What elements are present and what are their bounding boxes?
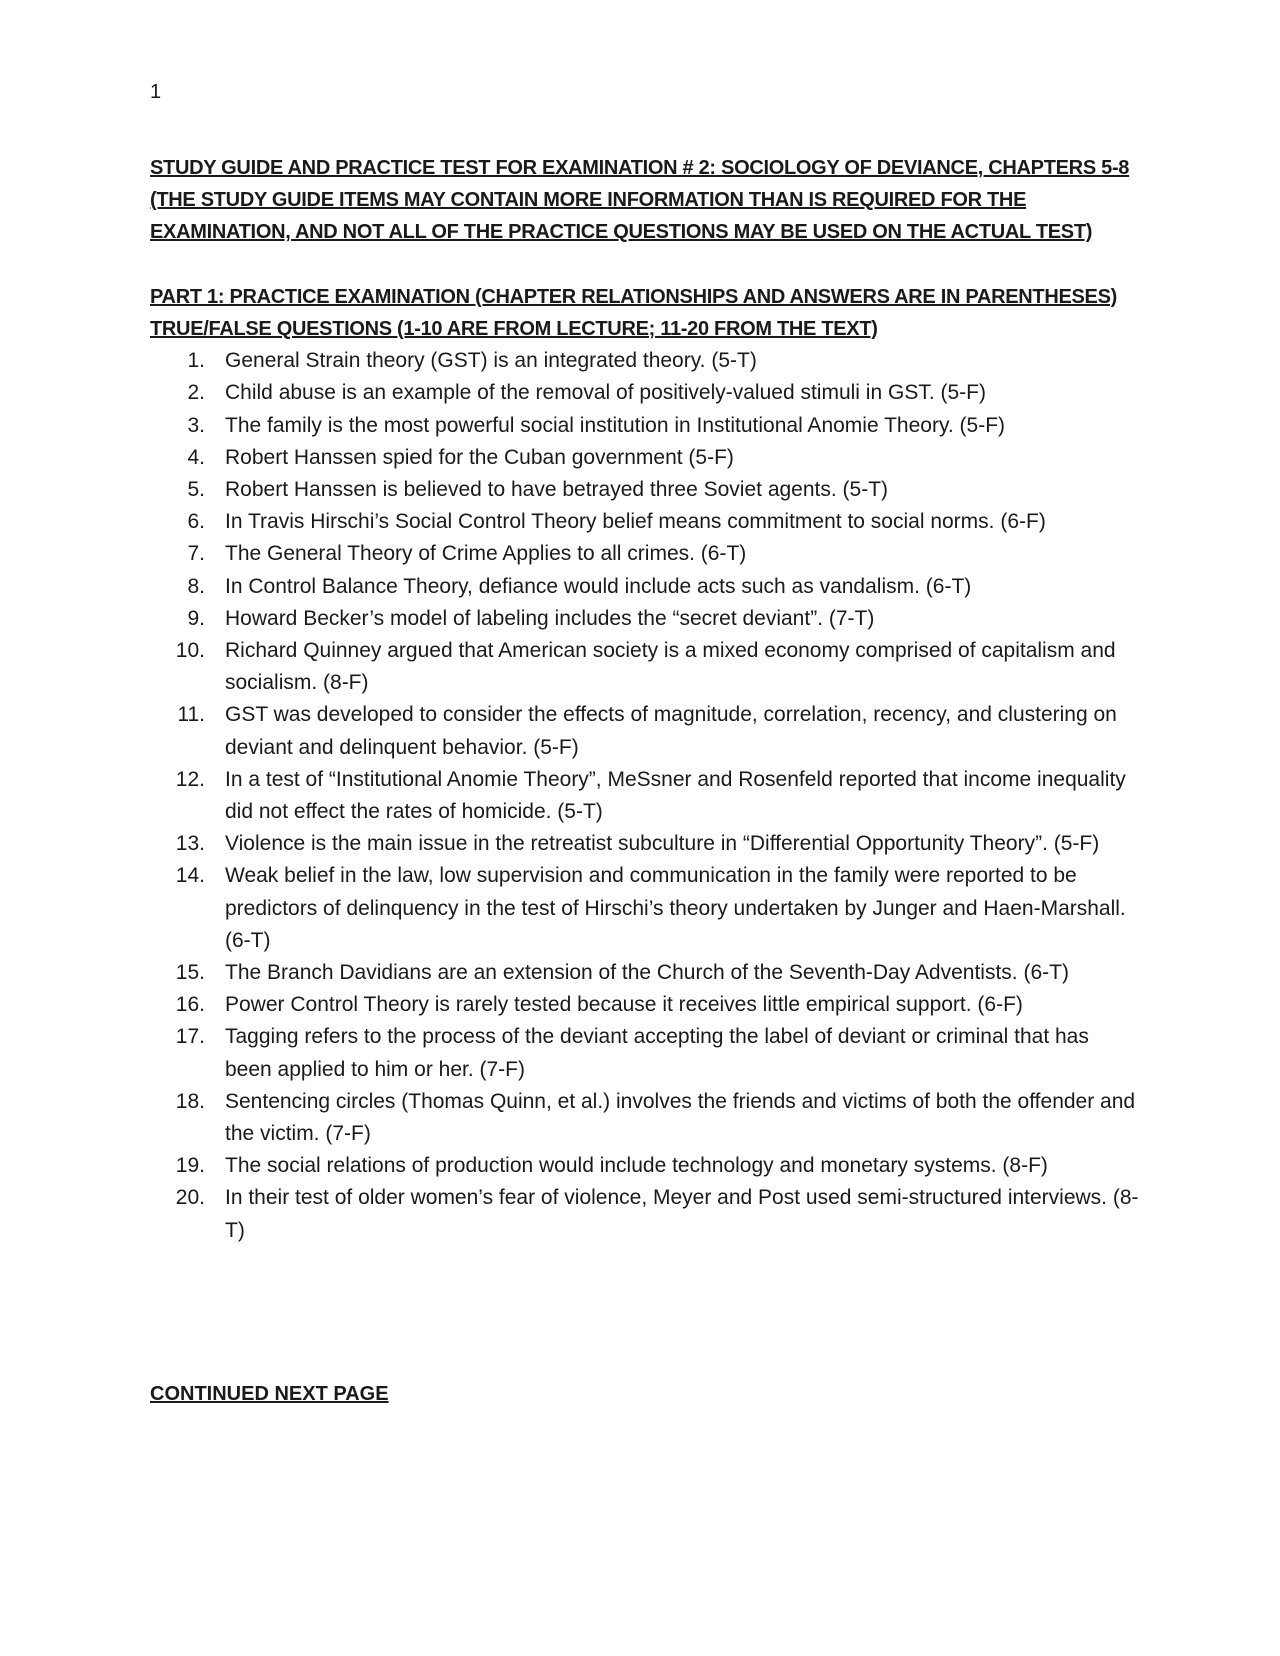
question-text: Power Control Theory is rarely tested because it receives little empirical support. (6-F) bbox=[225, 993, 1023, 1017]
question-number: 12. bbox=[175, 767, 205, 791]
question-item bbox=[150, 377, 1140, 409]
question-number: 11. bbox=[177, 703, 205, 727]
title-line-1: STUDY GUIDE AND PRACTICE TEST FOR EXAMINATION # 2: SOCIOLOGY OF DEVIANCE, CHAPTERS 5-8 bbox=[150, 157, 1130, 179]
question-item bbox=[150, 635, 1140, 699]
question-number: 8. bbox=[187, 574, 205, 598]
question-number: 1. bbox=[187, 349, 205, 373]
question-number: 2. bbox=[187, 381, 205, 405]
question-text: Howard Becker’s model of labeling includes the “secret deviant”. (7-T) bbox=[225, 606, 875, 630]
question-item bbox=[150, 506, 1140, 538]
part-heading: PART 1: PRACTICE EXAMINATION (CHAPTER RELATIONSHIPS AND ANSWERS ARE IN PARENTHESES) bbox=[150, 285, 1117, 308]
question-number: 7. bbox=[187, 542, 205, 566]
question-item bbox=[150, 989, 1140, 1021]
question-text: In Travis Hirschi’s Social Control Theory belief means commitment to social norms. (6-F) bbox=[225, 510, 1046, 534]
question-text: Sentencing circles (Thomas Quinn, et al.) involves the friends and victims of both the offender and the victim. (7-F) bbox=[225, 1089, 1136, 1146]
page-number: 1 bbox=[150, 81, 162, 103]
section-heading: TRUE/FALSE QUESTIONS (1-10 ARE FROM LECTURE; 11-20 FROM THE TEXT) bbox=[150, 318, 878, 340]
question-item bbox=[150, 1150, 1140, 1182]
question-number: 6. bbox=[187, 510, 205, 534]
question-number: 19. bbox=[175, 1154, 205, 1178]
question-item bbox=[150, 442, 1140, 474]
question-item bbox=[150, 538, 1140, 570]
question-text: The family is the most powerful social institution in Institutional Anomie Theory. (5-F) bbox=[225, 413, 1006, 437]
question-number: 17. bbox=[175, 1025, 205, 1049]
question-number: 4. bbox=[187, 445, 205, 469]
question-number: 18. bbox=[175, 1089, 205, 1113]
question-item bbox=[150, 571, 1140, 603]
question-number: 16. bbox=[175, 993, 205, 1017]
question-item bbox=[150, 410, 1140, 442]
question-text: GST was developed to consider the effects of magnitude, correlation, recency, and clustering on deviant and delinquent behavior. (5-F) bbox=[225, 703, 1117, 759]
question-text: Tagging refers to the process of the deviant accepting the label of deviant or criminal that has been applied to him or her. (7-F) bbox=[225, 1025, 1089, 1081]
question-text: Robert Hanssen is believed to have betrayed three Soviet agents. (5-T) bbox=[225, 478, 889, 502]
question-text: Child abuse is an example of the removal of positively-valued stimuli in GST. (5-F) bbox=[225, 381, 986, 405]
question-item bbox=[150, 1086, 1140, 1150]
question-text: In Control Balance Theory, defiance would include acts such as vandalism. (6-T) bbox=[225, 574, 972, 598]
question-text: The social relations of production would include technology and monetary systems. (8-F) bbox=[225, 1154, 1048, 1178]
question-text: Richard Quinney argued that American society is a mixed economy comprised of capitalism and socialism. (8-F) bbox=[225, 639, 1116, 695]
question-item bbox=[150, 345, 1140, 377]
question-number: 10. bbox=[175, 639, 205, 663]
question-item bbox=[150, 764, 1140, 828]
question-text: Weak belief in the law, low supervision and communication in the family were reported to be predictors of delinquency in the test of Hirschi’s theory undertaken by Junger and Haen-Marshall. (6-T) bbox=[225, 864, 1126, 952]
question-number: 5. bbox=[187, 478, 205, 502]
question-text: The Branch Davidians are an extension of the Church of the Seventh-Day Adventists. (6-T) bbox=[225, 961, 1069, 985]
question-item bbox=[150, 474, 1140, 506]
question-text: Violence is the main issue in the retreatist subculture in “Differential Opportunity Theory”. (5-F) bbox=[225, 832, 1100, 856]
title-line-2: (THE STUDY GUIDE ITEMS MAY CONTAIN MORE INFORMATION THAN IS REQUIRED FOR THE bbox=[150, 189, 1027, 212]
question-item bbox=[150, 860, 1140, 957]
question-text: In their test of older women’s fear of violence, Meyer and Post used semi-structured interviews. (8-T) bbox=[225, 1186, 1139, 1242]
question-text: In a test of “Institutional Anomie Theory”, MeSsner and Rosenfeld reported that income inequality did not effect the rates of homicide. (5-T) bbox=[225, 767, 1126, 824]
question-text: The General Theory of Crime Applies to all crimes. (6-T) bbox=[225, 542, 747, 566]
blank-line bbox=[150, 249, 1140, 281]
question-item bbox=[150, 699, 1140, 763]
question-number: 9. bbox=[187, 606, 205, 630]
question-item bbox=[150, 1182, 1140, 1246]
question-item bbox=[150, 603, 1140, 635]
question-text: General Strain theory (GST) is an integrated theory. (5-T) bbox=[225, 349, 757, 373]
question-number: 15. bbox=[175, 961, 205, 985]
question-text: Robert Hanssen spied for the Cuban government (5-F) bbox=[225, 445, 734, 469]
question-item bbox=[150, 957, 1140, 989]
question-number: 3. bbox=[187, 413, 205, 437]
question-number: 13. bbox=[175, 832, 205, 856]
continued-next-page: CONTINUED NEXT PAGE bbox=[150, 1383, 389, 1405]
question-number: 14. bbox=[175, 864, 205, 888]
question-item bbox=[150, 1021, 1140, 1085]
document-content bbox=[150, 152, 1140, 1247]
title-line-3: EXAMINATION, AND NOT ALL OF THE PRACTICE QUESTIONS MAY BE USED ON THE ACTUAL TEST) bbox=[150, 221, 1093, 244]
question-item bbox=[150, 828, 1140, 860]
question-number: 20. bbox=[175, 1186, 205, 1210]
true-false-question-list bbox=[150, 345, 1140, 1247]
